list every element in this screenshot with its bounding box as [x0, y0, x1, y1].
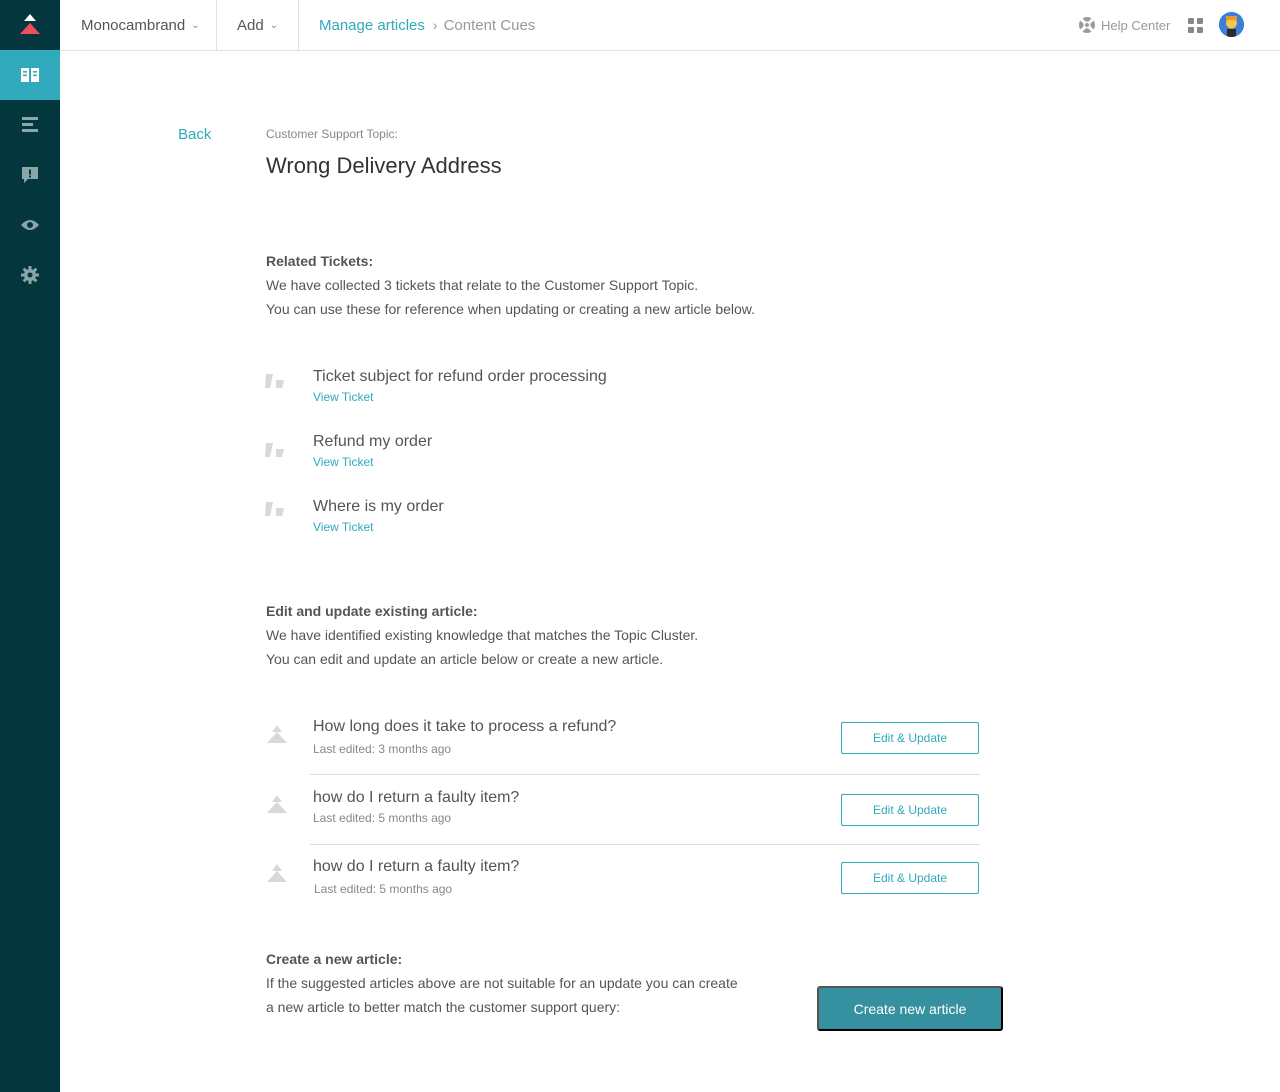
ticket-icon: [264, 500, 286, 518]
user-avatar[interactable]: [1219, 12, 1244, 37]
help-center-link[interactable]: [1078, 0, 1170, 50]
create-article-line-1: If the suggested articles above are not suitable for an update you can create: [266, 975, 738, 991]
view-ticket-link[interactable]: View Ticket: [313, 390, 374, 404]
article-last-edited: Last edited: 3 months ago: [313, 742, 452, 756]
gear-icon: [21, 266, 39, 284]
article-title[interactable]: how do I return a faulty item?: [313, 789, 520, 806]
page-title: Wrong Delivery Address: [266, 153, 502, 178]
top-bar: [60, 0, 1280, 51]
eye-icon: [20, 218, 40, 232]
view-ticket-link[interactable]: View Ticket: [313, 455, 374, 469]
back-link[interactable]: Back: [178, 126, 212, 143]
create-article-heading: Create a new article:: [266, 951, 403, 967]
chevron-down-icon: ⌄: [269, 19, 279, 31]
view-ticket-link[interactable]: View Ticket: [313, 520, 374, 534]
article-icon: [266, 863, 288, 883]
ticket-icon: [264, 441, 286, 459]
list-icon: [20, 116, 40, 134]
ticket-icon: [264, 372, 286, 390]
topic-eyebrow: Customer Support Topic:: [266, 127, 398, 141]
article-title[interactable]: how do I return a faulty item?: [313, 858, 520, 875]
add-menu[interactable]: [217, 0, 299, 50]
add-label: Add: [237, 16, 264, 34]
lifebuoy-icon: [1078, 16, 1096, 34]
nav-preview[interactable]: [0, 200, 60, 250]
related-tickets-heading: Related Tickets:: [266, 253, 374, 269]
article-icon: [266, 724, 288, 744]
edit-update-button[interactable]: Edit & Update: [841, 794, 979, 826]
nav-feedback[interactable]: [0, 150, 60, 200]
article-last-edited: Last edited: 5 months ago: [313, 811, 452, 825]
nav-settings[interactable]: [0, 250, 60, 300]
divider: [310, 844, 980, 845]
related-tickets-line-1: We have collected 3 tickets that relate to the Customer Support Topic.: [266, 277, 699, 293]
nav-arrange[interactable]: [0, 100, 60, 150]
existing-article-heading: Edit and update existing article:: [266, 603, 478, 619]
article-last-edited: Last edited: 5 months ago: [314, 882, 453, 896]
chevron-down-icon: ⌄: [191, 19, 200, 31]
breadcrumb-manage-articles[interactable]: Manage articles: [319, 16, 425, 34]
existing-article-line-2: You can edit and update an article below or create a new article.: [266, 651, 664, 667]
app-logo[interactable]: [0, 0, 60, 50]
edit-update-button[interactable]: Edit & Update: [841, 862, 979, 894]
edit-update-button[interactable]: Edit & Update: [841, 722, 979, 754]
article-title[interactable]: How long does it take to process a refund?: [313, 718, 617, 735]
create-article-line-2: a new article to better match the customer support query:: [266, 999, 621, 1015]
chevron-right-icon: ›: [432, 17, 438, 33]
ticket-subject: Ticket subject for refund order processing: [313, 368, 607, 385]
ticket-subject: Refund my order: [313, 433, 433, 450]
brand-selector[interactable]: [60, 0, 217, 50]
related-tickets-line-2: You can use these for reference when updating or creating a new article below.: [266, 301, 756, 317]
divider: [310, 774, 980, 775]
article-icon: [266, 794, 288, 814]
sidebar: [0, 0, 60, 1092]
help-center-label: Help Center: [1101, 17, 1171, 33]
apps-grid-icon[interactable]: [1188, 18, 1203, 38]
create-new-article-button[interactable]: Create new article: [817, 986, 1003, 1031]
book-icon: [20, 67, 40, 83]
breadcrumb: [319, 0, 535, 50]
nav-knowledge[interactable]: [0, 50, 60, 100]
ticket-subject: Where is my order: [313, 498, 444, 515]
brand-label: Monocambrand: [81, 16, 186, 34]
existing-article-line-1: We have identified existing knowledge that matches the Topic Cluster.: [266, 627, 699, 643]
feedback-icon: [21, 166, 39, 184]
breadcrumb-current: Content Cues: [443, 16, 536, 34]
